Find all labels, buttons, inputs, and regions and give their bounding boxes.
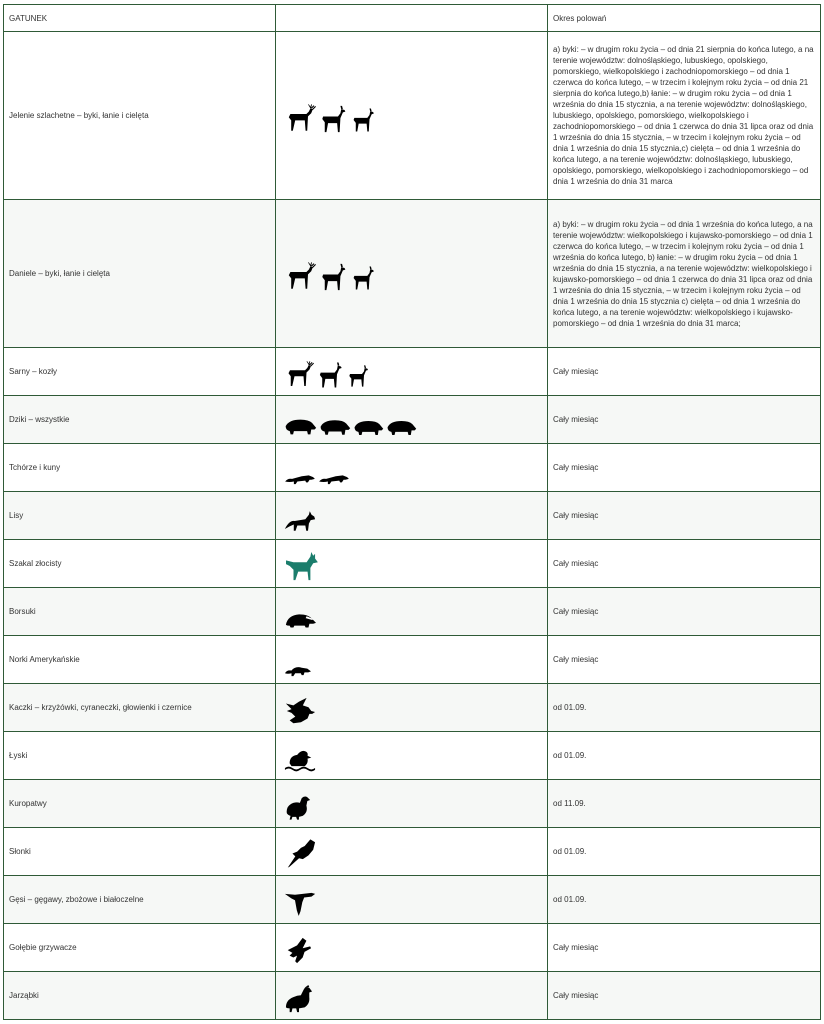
icon-cell [276, 444, 548, 492]
badger-icon [284, 611, 316, 629]
fallow-deer-stag-icon [284, 261, 316, 291]
table-row [4, 924, 821, 972]
table-row [4, 780, 821, 828]
golden-jackal-icons [281, 547, 542, 581]
period-cell: Cały miesiąc [548, 924, 821, 972]
period-cell: od 01.09. [548, 828, 821, 876]
icon-cell [276, 780, 548, 828]
coot-icon [284, 748, 316, 773]
species-cell: Gołębie grzywacze [4, 924, 276, 972]
icon-cell [276, 348, 548, 396]
species-cell: Jelenie szlachetne – byki, łanie i cielęta [4, 32, 276, 200]
hazel-grouse-icons [281, 979, 542, 1013]
period-cell: od 01.09. [548, 732, 821, 780]
column-header-icon [276, 5, 548, 32]
icon-cell [276, 972, 548, 1020]
species-cell: Gęsi – gęgawy, zbożowe i białoczelne [4, 876, 276, 924]
red-deer-icons [281, 99, 542, 133]
species-cell: Borsuki [4, 588, 276, 636]
period-cell: od 11.09. [548, 780, 821, 828]
species-cell: Szakal złocisty [4, 540, 276, 588]
polecat-icon [284, 471, 316, 485]
icon-cell [276, 876, 548, 924]
table-row [4, 972, 821, 1020]
column-header-species: GATUNEK [4, 5, 276, 32]
fallow-deer-icons [281, 257, 542, 291]
goose-icons [281, 883, 542, 917]
golden-jackal-icon [284, 551, 318, 581]
red-deer-calf-icon [350, 107, 376, 133]
table-row [4, 32, 821, 200]
table-row [4, 540, 821, 588]
hazel-grouse-icon [284, 985, 314, 1013]
period-cell: Cały miesiąc [548, 348, 821, 396]
table-row [4, 348, 821, 396]
period-cell: a) byki: – w drugim roku życia – od dnia 21 sierpnia do końca lutego, a na terenie województw: dolnośląskiego, lubuskiego, opolskiego, pomorskiego, wielkopolskiego i zachodniopomorskiego – od dnia 1 czerwca do końca lutego, – w trzecim i kolejnym roku życia – od dnia 21 sierpnia do końca lutego,b) łanie: – w drugim roku życia – od dnia 1 września do dnia 15 stycznia, a na terenie województw: dolnośląskiego, lubuskiego, opolskiego, pomorskiego, wielkopolskiego i zachodniopomorskiego – od dnia 1 czerwca do dnia 31 lipca oraz od dnia 1 września do dnia 15 stycznia, – w trzecim i kolejnym roku życia – od dnia 1 września do dnia 15 stycznia,c) cielęta – od dnia 1 września do końca lutego, a na terenie województw: dolnośląskiego, lubuskiego, opolskiego, pomorskiego, wielkopolskiego i zachodniopomorskiego – od dnia 1 września do dnia 31 marca [548, 32, 821, 200]
icon-cell [276, 492, 548, 540]
species-cell: Lisy [4, 492, 276, 540]
wild-boar-icons [281, 403, 542, 437]
duck-icon [284, 697, 316, 725]
partridge-icons [281, 787, 542, 821]
icon-cell [276, 32, 548, 200]
red-deer-doe-icon [318, 105, 348, 133]
table-row [4, 876, 821, 924]
fox-icons [281, 499, 542, 533]
period-cell: Cały miesiąc [548, 396, 821, 444]
species-cell: Dziki – wszystkie [4, 396, 276, 444]
icon-cell [276, 200, 548, 348]
pigeon-icon [284, 937, 312, 965]
species-cell: Kuropatwy [4, 780, 276, 828]
fallow-deer-doe-icon [318, 263, 348, 291]
fox-icon [284, 509, 316, 533]
icon-cell [276, 540, 548, 588]
wild-boar-icon [319, 418, 351, 437]
icon-cell [276, 588, 548, 636]
species-cell: Norki Amerykańskie [4, 636, 276, 684]
wild-boar-icon [353, 419, 384, 437]
roe-deer-icons [281, 355, 542, 389]
roe-deer-buck-icon [284, 359, 314, 389]
icon-cell [276, 684, 548, 732]
icon-cell [276, 924, 548, 972]
roe-deer-fawn-icon [346, 363, 370, 389]
mink-icon [284, 664, 312, 677]
period-cell: Cały miesiąc [548, 540, 821, 588]
species-cell: Sarny – kozły [4, 348, 276, 396]
mink-icons [281, 643, 542, 677]
species-cell: Łyski [4, 732, 276, 780]
table-row [4, 828, 821, 876]
table-row [4, 396, 821, 444]
species-cell: Kaczki – krzyżówki, cyraneczki, głowienki i czernice [4, 684, 276, 732]
period-cell: Cały miesiąc [548, 444, 821, 492]
table-row [4, 588, 821, 636]
period-cell: Cały miesiąc [548, 636, 821, 684]
species-cell: Słonki [4, 828, 276, 876]
table-row [4, 684, 821, 732]
species-cell: Daniele – byki, łanie i cielęta [4, 200, 276, 348]
hunting-seasons-table [3, 4, 821, 1020]
red-deer-stag-icon [284, 103, 316, 133]
period-cell: a) byki: – w drugim roku życia – od dnia 1 września do końca lutego, a na terenie województw: wielkopolskiego i kujawsko-pomorskiego – od dnia 1 czerwca do końca lutego, – w trzecim i kolejnym roku życia – od dnia 1 września do końca lutego, b) łanie: – w drugim roku życia – od dnia 1 września do dnia 15 stycznia, a na terenie województw: wielkopolskiego i kujawsko-pomorskiego – od dnia 1 czerwca do dnia 31 lipca oraz od dnia 1 września do dnia 15 stycznia, – w trzecim i kolejnym roku życia – od dnia 1 września do dnia 15 stycznia c) cielęta – od dnia 1 września do końca lutego, a na terenie województw: wielkopolskiego i kujawsko-pomorskiego – od dnia 1 września do dnia 31 marca; [548, 200, 821, 348]
wild-boar-icon [386, 419, 417, 437]
period-cell: Cały miesiąc [548, 492, 821, 540]
period-cell: od 01.09. [548, 876, 821, 924]
badger-icons [281, 595, 542, 629]
table-row [4, 492, 821, 540]
duck-icons [281, 691, 542, 725]
partridge-icon [284, 794, 312, 821]
table-row [4, 200, 821, 348]
coot-icons [281, 739, 542, 773]
icon-cell [276, 636, 548, 684]
table-row [4, 732, 821, 780]
table-row [4, 444, 821, 492]
table-header-row [4, 5, 821, 32]
period-cell: Cały miesiąc [548, 972, 821, 1020]
species-cell: Tchórze i kuny [4, 444, 276, 492]
period-cell: Cały miesiąc [548, 588, 821, 636]
fallow-deer-calf-icon [350, 265, 376, 291]
woodcock-icons [281, 835, 542, 869]
icon-cell [276, 828, 548, 876]
table-row [4, 636, 821, 684]
icon-cell [276, 396, 548, 444]
woodcock-icon [284, 838, 316, 869]
species-cell: Jarząbki [4, 972, 276, 1020]
pigeon-icons [281, 931, 542, 965]
roe-deer-doe-icon [316, 361, 344, 389]
polecat-marten-icons [281, 451, 542, 485]
icon-cell [276, 732, 548, 780]
wild-boar-icon [284, 417, 317, 437]
goose-icon [284, 889, 317, 917]
marten-icon [318, 471, 350, 485]
period-cell: od 01.09. [548, 684, 821, 732]
column-header-period: Okres polowań [548, 5, 821, 32]
